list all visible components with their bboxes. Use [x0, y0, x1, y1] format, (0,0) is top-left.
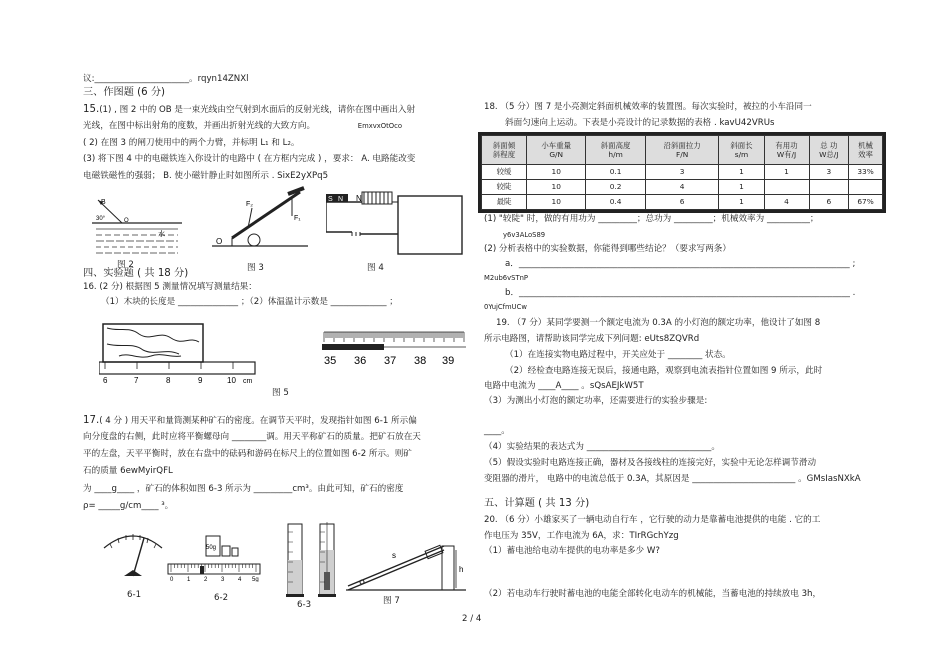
q15-line-5: 电磁铁磁性的强弱； B. 使小磁针静止时如图所示 . SixE2yXPq5	[83, 171, 329, 181]
table-cell: 最陡	[482, 194, 527, 209]
ruler5-tick-6: 6	[103, 376, 108, 384]
svg-text:B: B	[101, 199, 106, 206]
svg-text:30°: 30°	[96, 216, 106, 222]
therm-tick-38: 38	[414, 355, 427, 367]
figure-6-3-caption: 6-3	[297, 600, 312, 610]
q18-th-2: 斜面高度 h/m	[586, 136, 645, 165]
figure-6-3-measuring-cylinders	[284, 520, 344, 600]
table-cell: 1	[719, 164, 764, 179]
ruler5-tick-7: 7	[134, 376, 139, 384]
q19-sub3: （3）为测出小灯泡的额定功率，还需要进行的实验步骤是:	[484, 396, 708, 406]
scale62-2: 2	[204, 577, 208, 582]
scale62-0: 0	[170, 577, 174, 582]
q18-th-6: 总 功 W总/J	[809, 136, 849, 165]
table-cell: 0.4	[586, 194, 645, 209]
q17-line-2: 向分度盘的右侧，此时应将平衡螺母向 ________调。用天平称矿石的质量。把矿石放在天	[83, 432, 421, 442]
figure-4-caption: 图 4	[367, 263, 384, 273]
table-cell: 10	[527, 164, 586, 179]
q19-sub2-b: 电路中电流为 ____A____ 。sQsAEJkW5T	[484, 381, 644, 391]
q18-sub1-code: y6v3ALoS89	[503, 231, 546, 239]
figure-6-1-caption: 6-1	[127, 590, 142, 600]
q18-th-3: 沿斜面拉力 F/N	[645, 136, 719, 165]
figure-3-caption: 图 3	[247, 263, 264, 273]
section-4-title: 四、实验题 ( 共 18 分)	[83, 268, 189, 279]
figure-7-inclined-plane	[344, 540, 470, 598]
figure-6-2-weights-scale	[166, 532, 262, 582]
q19-sub1: （1）在连接实物电路过程中，开关应处于 ________ 状态。	[505, 350, 731, 360]
table-row	[482, 164, 883, 179]
figure-7-caption: 图 7	[383, 596, 400, 606]
table-cell: 6	[645, 194, 719, 209]
q18-line-1: 18. （5 分）图 7 是小亮测定斜面机械效率的装置图。每次实验时，被拉的小车沿同一	[484, 102, 812, 112]
table-cell: 1	[719, 194, 764, 209]
q19-line-2: 所示电路图，请帮助该同学完成下列问题: eUts8ZQVRd	[484, 334, 700, 344]
table-cell: 较陡	[482, 179, 527, 194]
scale62-3: 3	[221, 577, 225, 582]
q19-sub5-b: 变阻器的滑片， 电路中的电流总低于 0.3A，其原因是 ________________________ 。GMsIasNXkA	[484, 474, 861, 484]
table-cell: 1	[764, 164, 809, 179]
table-cell: 4	[645, 179, 719, 194]
page-number: 2 / 4	[462, 614, 482, 624]
q20-sub2: （2）若电动车行驶时蓄电池的电能全部转化电动车的机械能，当蓄电池的持续放电 3h，	[484, 589, 822, 599]
figure-5-thermometer-scale	[322, 330, 468, 368]
table-cell: 6	[809, 194, 849, 209]
q18-table-header-row	[482, 136, 883, 165]
q20-line-2: 作电压为 35V，工作电流为 6A，求：TIrRGchYzg	[484, 531, 679, 541]
table-cell: 10	[527, 194, 586, 209]
therm-tick-39: 39	[442, 355, 455, 367]
q18-th-0: 斜面倾 斜程度	[482, 136, 527, 165]
weight-label: 50g	[206, 545, 217, 551]
section-3-title: 三、作图题 (6 分)	[83, 87, 166, 98]
table-cell: 67%	[849, 194, 883, 209]
q19-sub4: （4）实验结果的表达式为 _____________________________。	[484, 442, 720, 452]
svg-text:O: O	[216, 237, 223, 246]
ruler5-tick-9: 9	[198, 376, 203, 384]
table-cell: 3	[809, 164, 849, 179]
figure-5-ruler-block	[99, 322, 259, 384]
q18-line-2: 斜面匀速向上运动。下表是小亮设计的记录数据的表格 . kavU42VRUs	[505, 118, 775, 128]
q17-line-1	[83, 415, 417, 427]
table-cell	[809, 179, 849, 194]
table-cell: 0.2	[586, 179, 645, 194]
table-cell: 33%	[849, 164, 883, 179]
q17-text-a: ( 4 分 ) 用天平和量筒测某种矿石的密度。在调节天平时，发现指针如图 6-1 所示偏	[99, 416, 417, 426]
q18-sub2-a-code: M2ub6vSTnP	[484, 274, 529, 282]
q15-line-2	[83, 121, 402, 132]
table-cell: 0.1	[586, 164, 645, 179]
scale62-4: 4	[238, 577, 242, 582]
svg-text:O: O	[124, 218, 129, 224]
figure-7-s-label: s	[392, 551, 396, 560]
q16-line-2: （1）木块的长度是 ______________ ；（2）体温温计示数是 _____________ ；	[101, 297, 398, 307]
scale62-1: 1	[187, 577, 191, 582]
svg-text:水: 水	[158, 230, 165, 238]
ruler5-tick-8: 8	[166, 376, 171, 384]
figure-4-electromagnet	[326, 190, 466, 260]
table-row	[482, 179, 883, 194]
q18-sub2-a: a．_____________________________________________________________________________ ;	[505, 259, 856, 269]
q17-line-3: 平的左盘，天平平衡时，放在右盘中的砝码和游码在标尺上的位置如图 6-2 所示。则矿	[83, 449, 412, 459]
svg-text:S: S	[328, 196, 333, 203]
figure-2-caption: 图 2	[117, 260, 134, 270]
q18-sub2-b-code: 0YujCfmUCw	[484, 303, 527, 311]
table-cell	[849, 179, 883, 194]
ruler5-tick-10: 10	[227, 376, 236, 384]
q19-sub2: （2）经检查电路连接无误后，接通电路，观察到电流表指针位置如图 9 所示，此时	[505, 366, 823, 376]
table-cell: 3	[645, 164, 719, 179]
q17-line-5: 为 ____g____ ，矿石的体积如图 6-3 所示为 _________cm³。由此可知，矿石的密度	[83, 484, 404, 494]
q18-th-1: 小车重量 G/N	[527, 136, 586, 165]
section-5-title: 五、计算题 ( 共 13 分)	[484, 498, 590, 509]
figure-2-water-reflection	[92, 196, 184, 260]
scale62-5: 5g	[252, 577, 259, 582]
q19-sub5: （5）假设实验时电路连接正确，器材及各接线柱的连接完好，实验中无论怎样调节滑动	[484, 458, 817, 468]
q18-sub2: (2) 分析表格中的实验数据，你能得到哪些结论？（要求写两条）	[484, 244, 731, 254]
q17-number: 17.	[83, 415, 100, 426]
q20-line-1: 20. （6 分）小雄家买了一辆电动自行车 ，它行驶的动力是靠蓄电池提供的电能 . 它的工	[484, 515, 821, 525]
q18-th-4: 斜面长 s/m	[719, 136, 764, 165]
therm-tick-35: 35	[324, 355, 337, 367]
table-cell: 10	[527, 179, 586, 194]
therm-tick-36: 36	[354, 355, 367, 367]
q18-sub2-b: b．_____________________________________________________________________________ .	[505, 288, 856, 298]
q19-line-1: 19. （7 分）某同学要测一个额定电流为 0.3A 的小灯泡的额定功率，他设计了如图 8	[496, 318, 821, 328]
figure-6-1-balance-dial	[100, 530, 166, 580]
therm-tick-37: 37	[384, 355, 397, 367]
q17-line-6: ρ= _____g/cm____ ³。	[83, 501, 174, 511]
q18-sub1: (1) "较陡" 时，做的有用功为 _________；总功为 _________；机械效率为 __________；	[484, 214, 819, 224]
q18-th-7: 机械 效率	[849, 136, 883, 165]
answer-line-l1: 议:______________________。rqyn14ZNXl	[83, 74, 249, 84]
figure-7-h-label: h	[459, 565, 464, 574]
q15-text-a: (1) , 图 2 中的 OB 是一束光线由空气射到水面后的反射光线，请你在图中画出入射	[99, 105, 416, 115]
q15-text-b: 光线，在图中标出射角的度数，并画出折射光线的大致方向。	[83, 121, 316, 131]
q20-sub1: （1）蓄电池给电动车提供的电功率是多少 W?	[484, 546, 660, 556]
q16-line-1: 16. (2 分) 根据图 5 测量情况填写测量结果：	[83, 282, 257, 292]
q19-answer-blank: ____。	[484, 426, 510, 436]
table-cell	[764, 179, 809, 194]
table-cell: 4	[764, 194, 809, 209]
q15-code: EmxvxOtOco	[357, 122, 403, 130]
svg-text:F₁: F₁	[294, 215, 301, 222]
q18-record-table	[481, 135, 883, 210]
svg-text:F₂: F₂	[246, 201, 253, 208]
table-cell: 1	[719, 179, 764, 194]
q15-line-1	[83, 104, 415, 116]
q17-line-4: 石的质量 6ewMyirQFL	[83, 466, 173, 476]
ruler5-unit: cm	[243, 378, 253, 384]
q15-number: 15.	[83, 104, 100, 115]
svg-text:N: N	[356, 194, 362, 203]
q15-line-4: (3) 将下图 4 中的电磁铁连入你设计的电路中 ( 在方框内完成 ) ，要求： A. 电路能改变	[83, 154, 416, 164]
figure-3-knife-switch	[212, 186, 312, 256]
table-row	[482, 194, 883, 209]
q15-line-3: ( 2) 在图 3 的闸刀使用中的两个力臂，并标明 L₁ 和 L₂。	[83, 138, 300, 148]
q18-th-5: 有用功 W有/J	[764, 136, 809, 165]
svg-text:N: N	[338, 196, 344, 203]
table-cell: 较缓	[482, 164, 527, 179]
figure-5-caption: 图 5	[272, 388, 289, 398]
figure-6-2-caption: 6-2	[214, 593, 229, 603]
